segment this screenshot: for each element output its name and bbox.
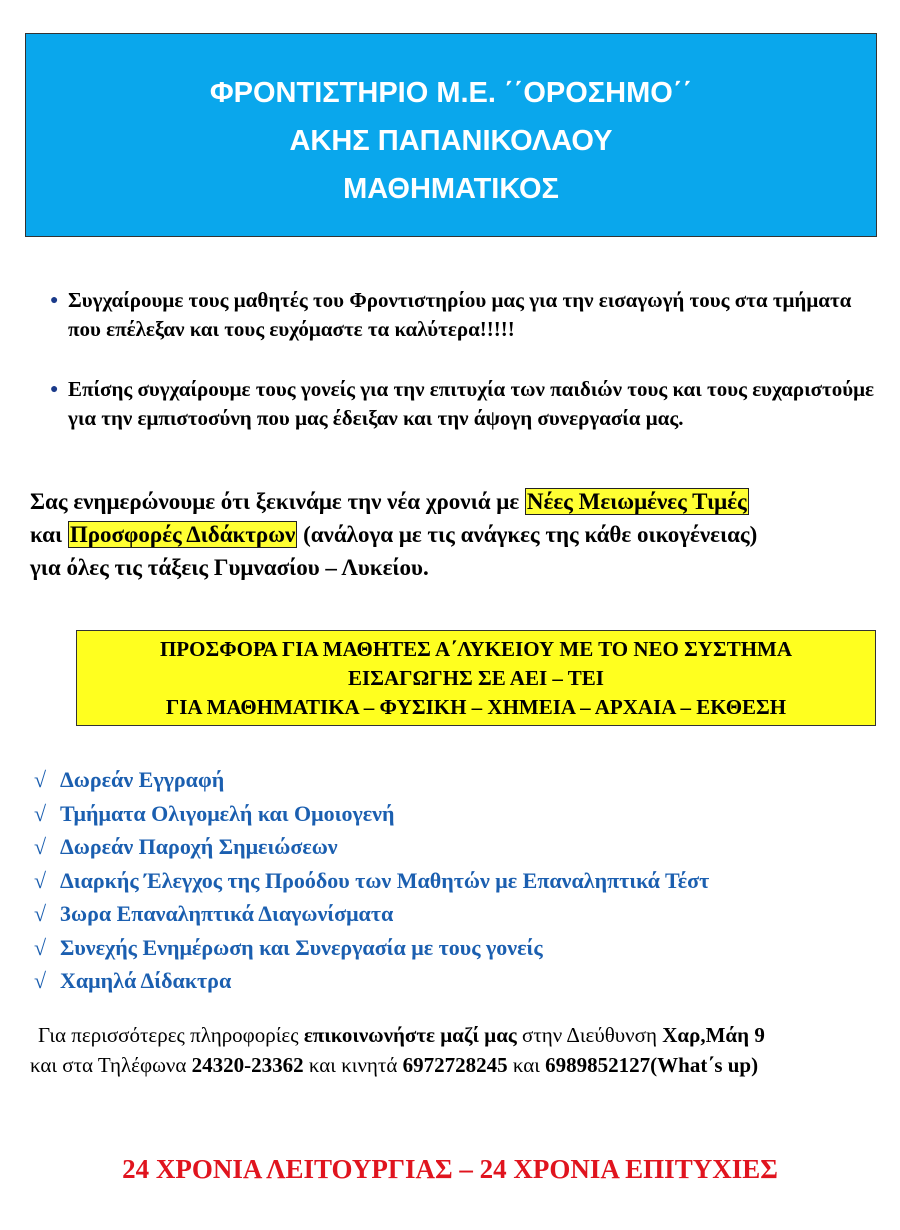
list-item bbox=[34, 797, 874, 831]
features-list bbox=[34, 763, 874, 998]
highlight-new-prices: Νέες Μειωμένες Τιμές bbox=[526, 489, 747, 514]
offer-line: ΠΡΟΣΦΟΡΑ ΓΙΑ ΜΑΘΗΤΕΣ Α΄ΛΥΚΕΙΟΥ ΜΕ ΤΟ ΝΕΟ ΣΥΣΤΗΜΑ bbox=[159, 637, 793, 661]
contact-line-address bbox=[30, 1020, 880, 1050]
bullet-icon: ● bbox=[50, 382, 59, 397]
feature-text: Συνεχής Ενημέρωση και Συνεργασία με τους γονείς bbox=[60, 934, 543, 960]
footer-slogan: 24 ΧΡΟΝΙΑ ΛΕΙΤΟΥΡΓΙΑΣ – 24 ΧΡΟΝΙΑ ΕΠΙΤΥΧΙΕΣ bbox=[122, 1154, 778, 1184]
check-icon: √ bbox=[34, 767, 47, 792]
intro-paragraph bbox=[30, 485, 880, 584]
feature-text: Δωρεάν Παροχή Σημειώσεων bbox=[60, 834, 338, 859]
bullet-text: Επίσης συγχαίρουμε τους γονείς για την επιτυχία των παιδιών τους και τους ευχαριστούμε για την εμπιστοσύνη που μας έδειξαν και την άψογη συνεργασία μας. bbox=[68, 377, 875, 430]
contact-info bbox=[30, 1020, 880, 1080]
header-profession: ΜΑΘΗΜΑΤΙΚΟΣ bbox=[343, 173, 559, 205]
feature-text: Τμήματα Ολιγομελή και Ομοιογενή bbox=[60, 800, 395, 826]
bullet-text: Συγχαίρουμε τους μαθητές του Φροντιστηρίου μας για την εισαγωγή τους στα τμήματα που επέλεξαν και τους ευχόμαστε τα καλύτερα!!!!! bbox=[68, 288, 852, 341]
contact-line-phones bbox=[30, 1050, 880, 1080]
check-icon: √ bbox=[34, 901, 47, 926]
intro-text: (ανάλογα με τις ανάγκες της κάθε οικογένειας) bbox=[297, 522, 758, 547]
feature-text: Χαμηλά Δίδακτρα bbox=[60, 968, 232, 993]
list-item bbox=[50, 286, 880, 344]
offer-banner bbox=[76, 630, 876, 726]
list-item bbox=[50, 375, 880, 433]
list-item bbox=[34, 864, 874, 898]
offer-line: ΕΙΣΑΓΩΓΗΣ ΣΕ ΑΕΙ – ΤΕΙ bbox=[348, 666, 604, 690]
intro-text: για όλες τις τάξεις Γυμνασίου – Λυκείου. bbox=[30, 555, 429, 580]
feature-text: Διαρκής Έλεγχος της Προόδου των Μαθητών με Επαναληπτικά Τέστ bbox=[60, 867, 710, 893]
contact-text: και κινητά bbox=[303, 1053, 403, 1077]
check-icon: √ bbox=[34, 968, 47, 993]
contact-text: στην Διεύθυνση bbox=[516, 1023, 663, 1047]
header-title: ΦΡΟΝΤΙΣΤΗΡΙΟ Μ.Ε. ΄΄ΟΡΟΣΗΜΟ΄΄ bbox=[209, 77, 693, 109]
contact-mobile-whatsapp: 6989852127(What΄s up) bbox=[545, 1053, 759, 1077]
list-item bbox=[34, 763, 874, 797]
offer-line: ΓΙΑ ΜΑΘΗΜΑΤΙΚΑ – ΦΥΣΙΚΗ – ΧΗΜΕΙΑ – ΑΡΧΑΙΑ – ΕΚΘΕΣΗ bbox=[165, 695, 787, 719]
contact-address: Χαρ,Μάη 9 bbox=[662, 1023, 765, 1047]
list-item bbox=[34, 931, 874, 965]
check-icon: √ bbox=[34, 834, 47, 859]
contact-emphasis: επικοινωνήστε μαζί μας bbox=[303, 1023, 517, 1047]
list-item bbox=[34, 830, 874, 864]
list-item bbox=[34, 964, 874, 998]
highlight-tuition-offers: Προσφορές Διδάκτρων bbox=[69, 522, 296, 547]
check-icon: √ bbox=[34, 934, 47, 960]
contact-text: και bbox=[507, 1053, 546, 1077]
check-icon: √ bbox=[34, 867, 47, 893]
bullet-icon: ● bbox=[50, 293, 59, 308]
feature-text: 3ωρα Επαναληπτικά Διαγωνίσματα bbox=[60, 901, 394, 926]
contact-mobile: 6972728245 bbox=[402, 1053, 508, 1077]
contact-phone: 24320-23362 bbox=[191, 1053, 304, 1077]
intro-text: Σας ενημερώνουμε ότι ξεκινάμε την νέα χρονιά με bbox=[30, 489, 525, 514]
check-icon: √ bbox=[34, 800, 47, 826]
header-banner bbox=[25, 33, 877, 237]
intro-text: και bbox=[30, 522, 68, 547]
list-item bbox=[34, 897, 874, 931]
feature-text: Δωρεάν Εγγραφή bbox=[60, 767, 225, 792]
header-name: ΑΚΗΣ ΠΑΠΑΝΙΚΟΛΑΟΥ bbox=[289, 125, 613, 157]
contact-text: Για περισσότερες πληροφορίες bbox=[38, 1023, 304, 1047]
congratulations-list bbox=[50, 286, 880, 464]
contact-text: και στα Τηλέφωνα bbox=[30, 1053, 192, 1077]
